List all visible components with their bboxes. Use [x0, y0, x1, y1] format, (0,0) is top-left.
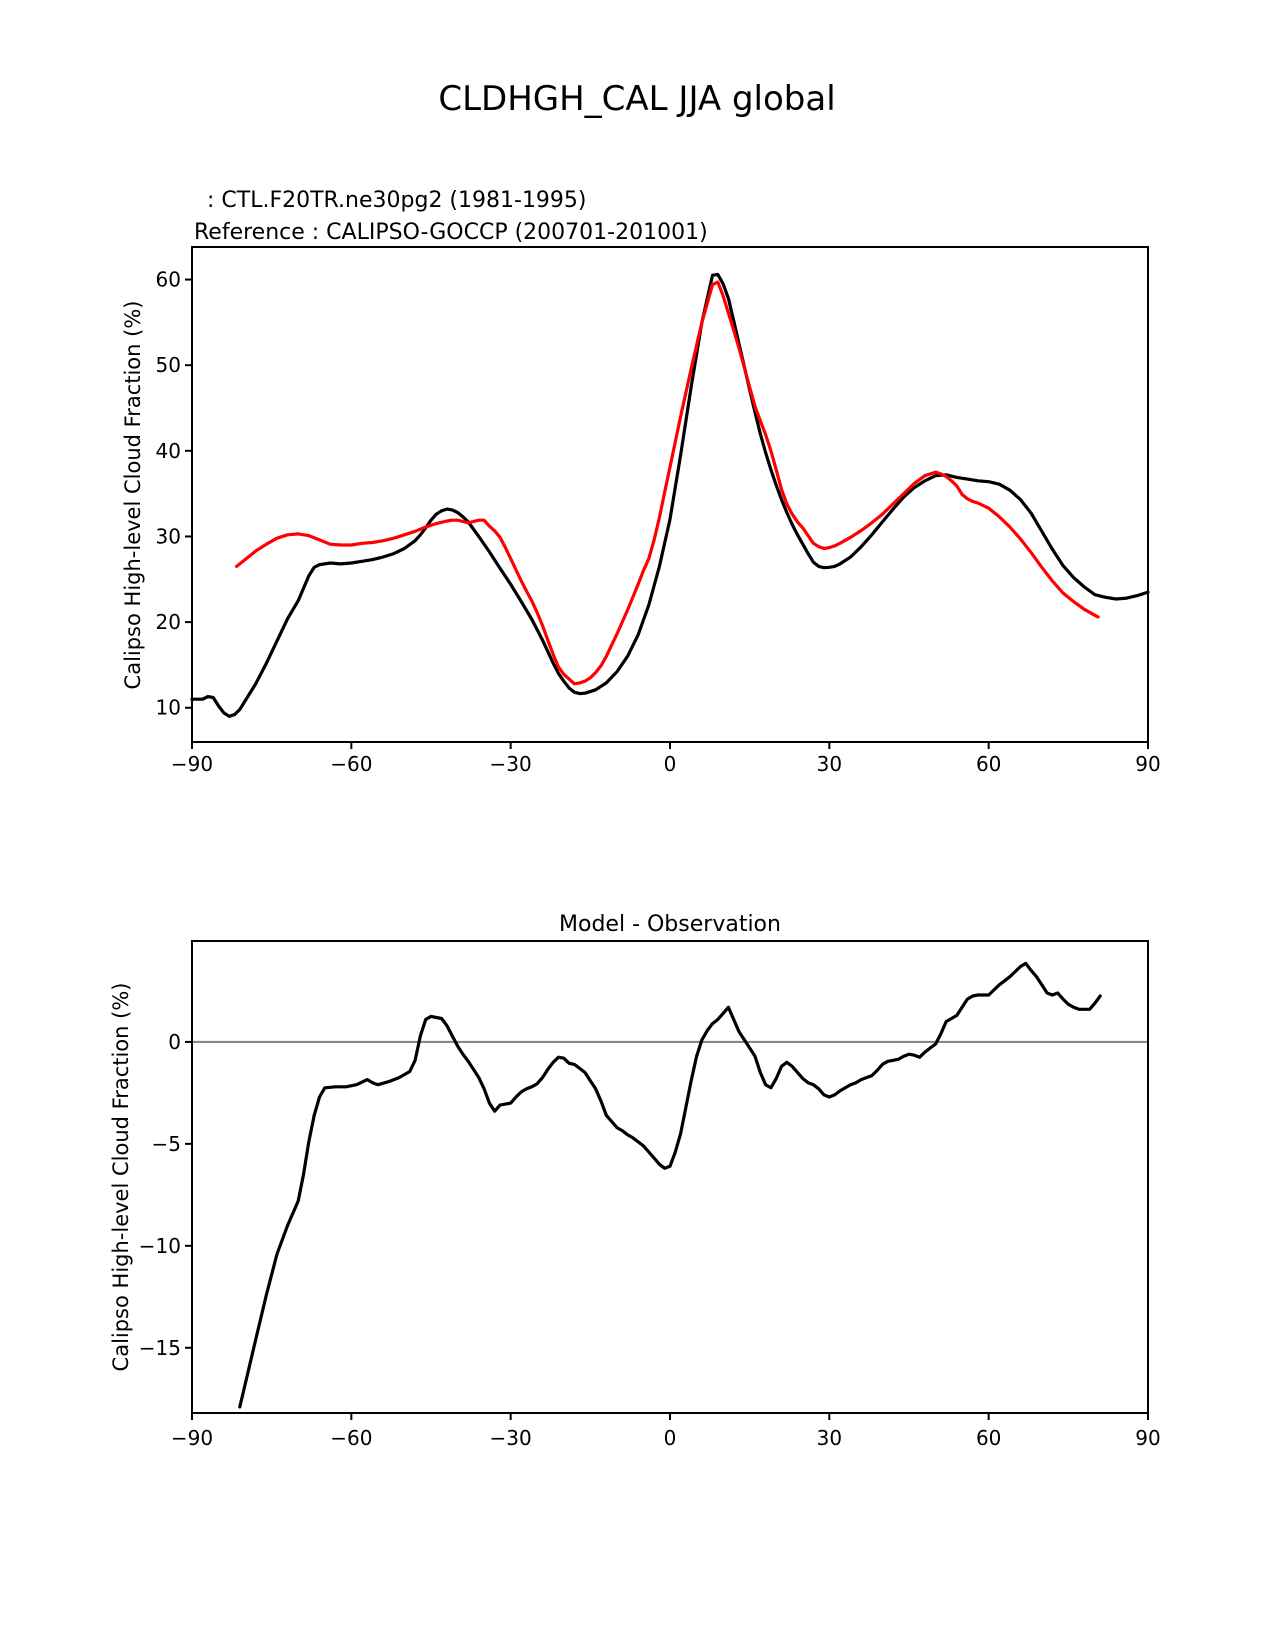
axes-spines — [192, 941, 1148, 1413]
y-tick-label: 50 — [155, 353, 181, 378]
difference-line — [240, 963, 1100, 1407]
y-tick-label: −15 — [138, 1335, 181, 1360]
y-tick-label: 60 — [155, 267, 181, 292]
bottom-chart-title: Model - Observation — [559, 912, 781, 937]
axes-spines — [192, 247, 1148, 742]
x-tick-label: −30 — [489, 752, 532, 776]
x-tick-label: 90 — [1135, 1426, 1161, 1450]
reference-line — [237, 282, 1099, 684]
y-tick-label: 20 — [155, 610, 181, 635]
y-tick-label: 40 — [155, 438, 181, 463]
x-tick-label: −90 — [170, 1426, 214, 1450]
x-tick-label: −60 — [330, 752, 373, 776]
x-tick-label: −60 — [330, 1426, 373, 1450]
x-tick-label: 0 — [663, 752, 677, 776]
x-tick-label: 60 — [975, 1426, 1002, 1450]
y-tick-label: −5 — [151, 1131, 181, 1156]
top-chart — [156, 247, 1161, 776]
legend-reference-label: Reference : CALIPSO-GOCCP (200701-201001) — [194, 220, 708, 245]
x-tick-label: 0 — [663, 1426, 677, 1450]
bottom-y-axis-label: Calipso High-level Cloud Fraction (%) — [109, 982, 133, 1372]
legend-model-label: : CTL.F20TR.ne30pg2 (1981-1995) — [207, 188, 587, 213]
x-tick-label: −30 — [489, 1426, 532, 1450]
y-tick-label: 10 — [155, 695, 181, 720]
bottom-chart — [139, 941, 1161, 1450]
y-tick-label: −10 — [138, 1233, 181, 1258]
x-tick-label: 30 — [816, 752, 843, 776]
model-line — [192, 274, 1148, 716]
x-tick-label: 30 — [816, 1426, 843, 1450]
x-tick-label: 60 — [975, 752, 1002, 776]
x-tick-label: −90 — [170, 752, 214, 776]
page-title: CLDHGH_CAL JJA global — [438, 79, 836, 119]
top-y-axis-label: Calipso High-level Cloud Fraction (%) — [121, 300, 145, 690]
x-tick-label: 90 — [1135, 752, 1161, 776]
y-tick-label: 30 — [155, 524, 181, 549]
y-tick-label: 0 — [168, 1029, 181, 1054]
